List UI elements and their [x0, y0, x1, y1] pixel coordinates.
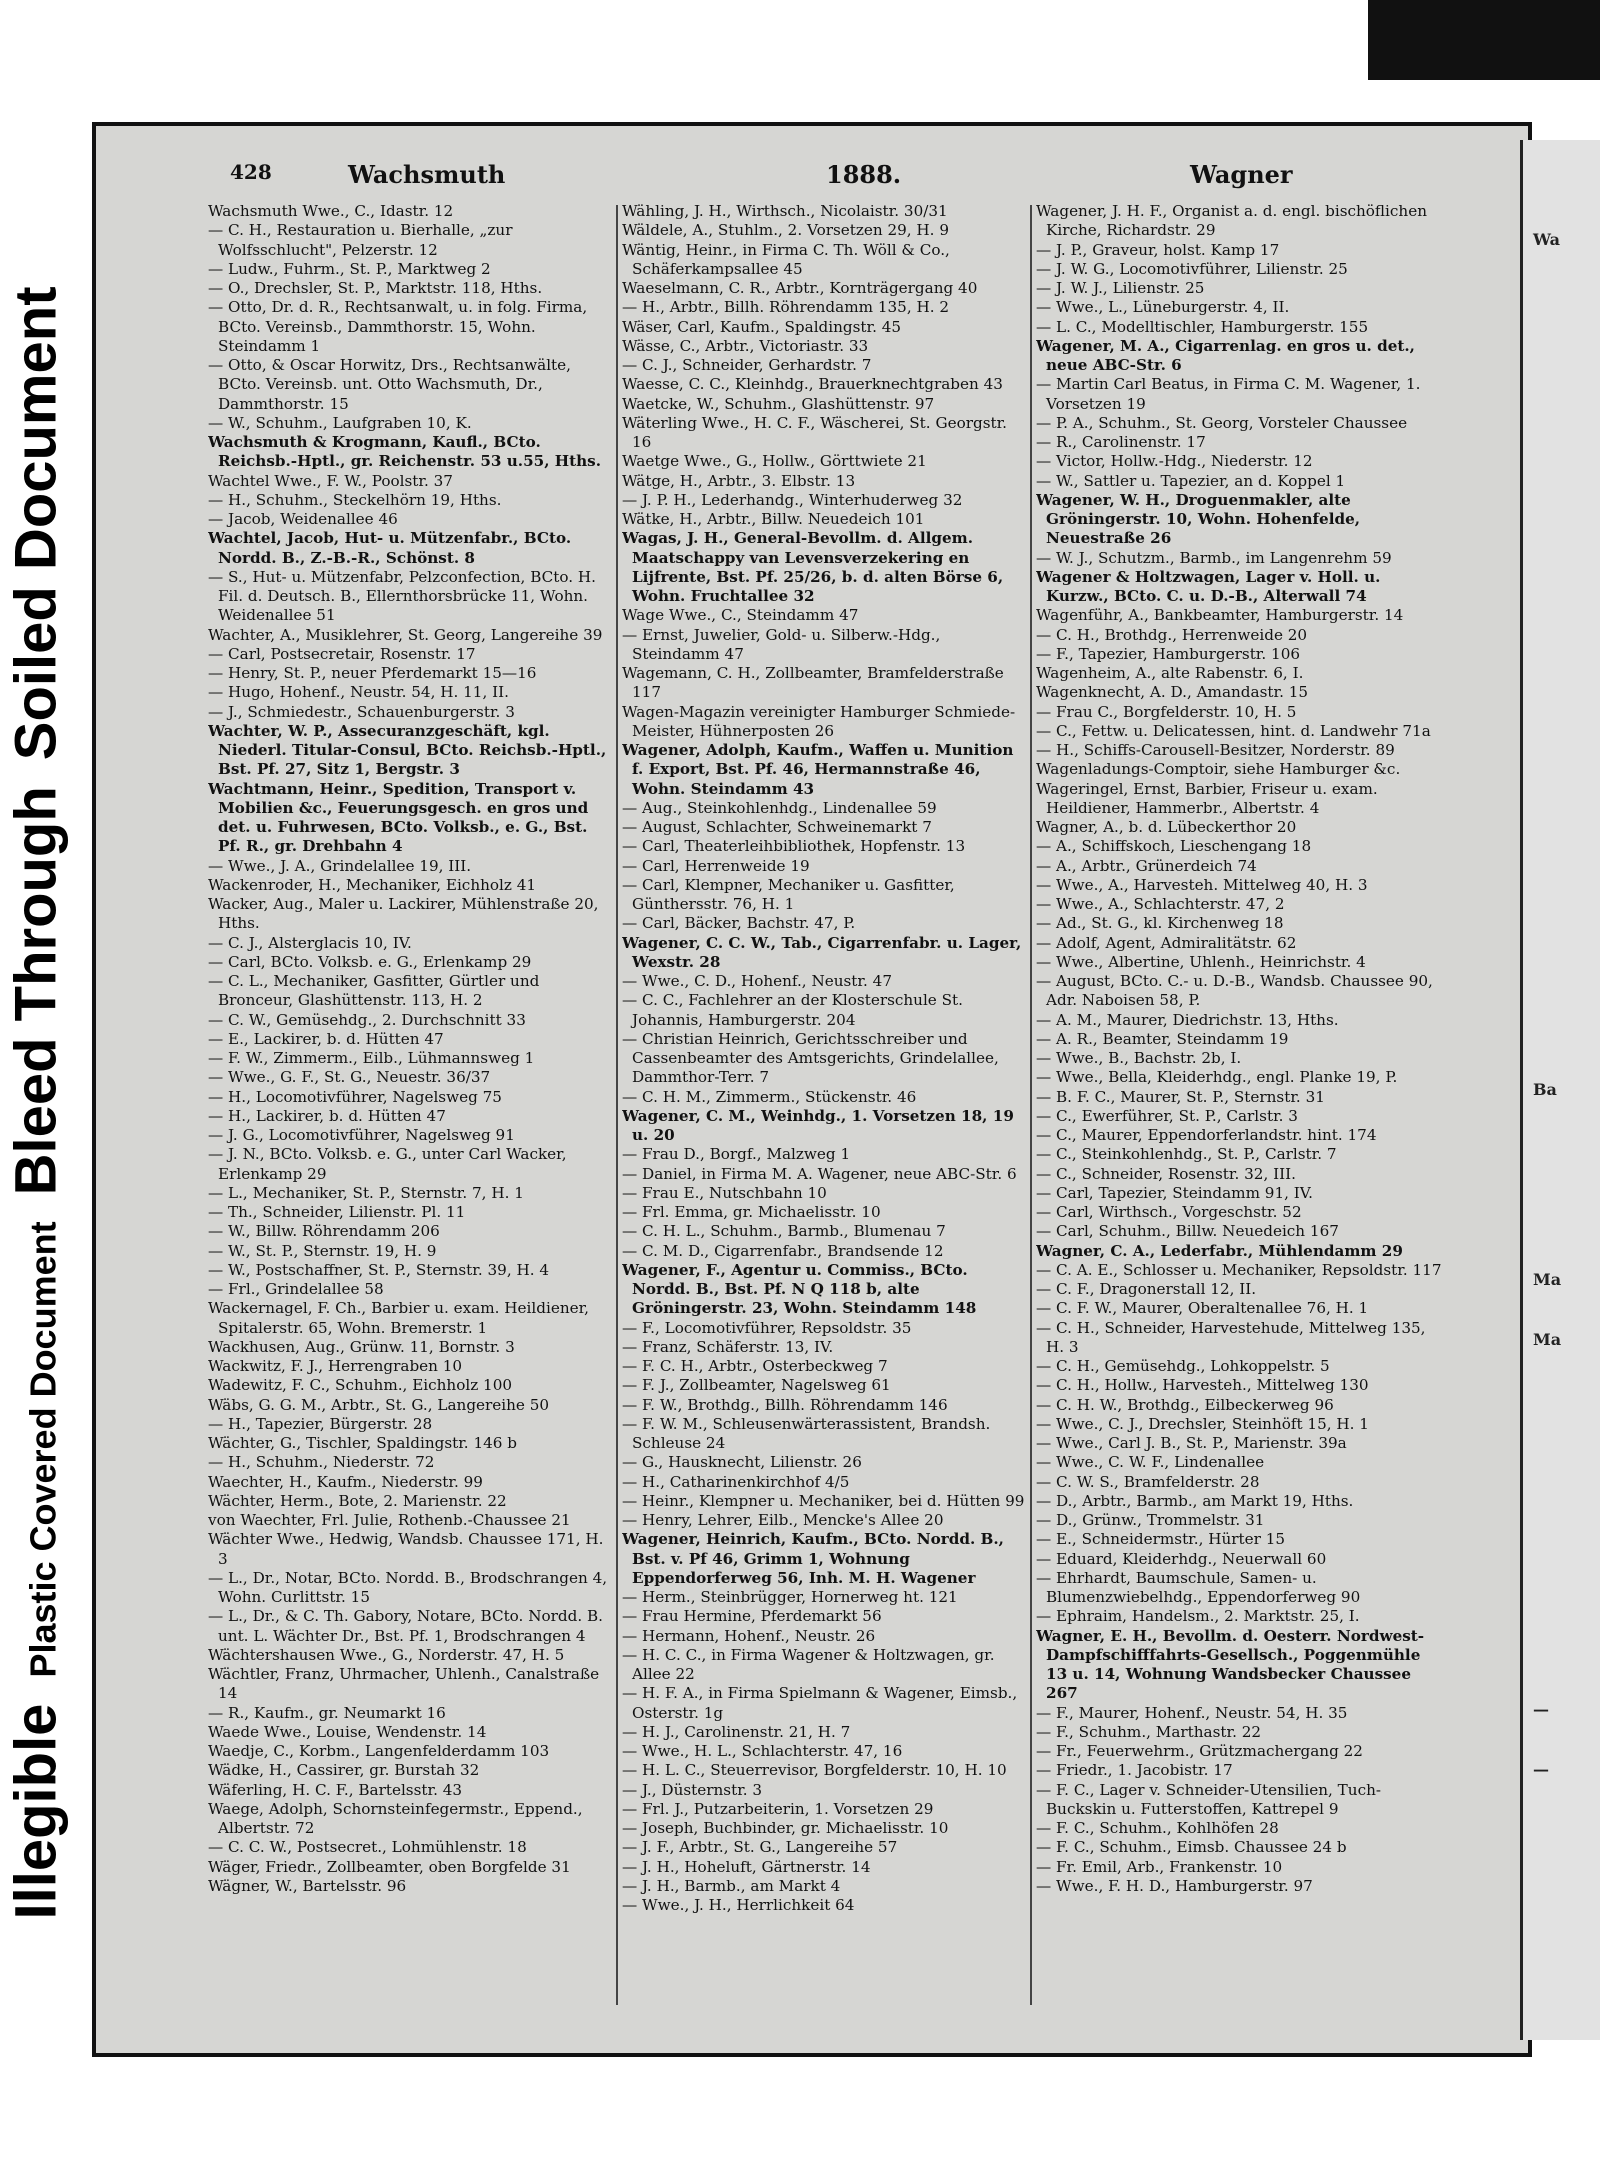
directory-entry: — J. H., Barmb., am Markt 4 [622, 1876, 841, 1895]
directory-entry: — Wwe., C. J., Drechsler, Steinhöft 15, H. 1 [1036, 1414, 1369, 1433]
directory-entry: — Frau Hermine, Pferdemarkt 56 [622, 1607, 882, 1626]
directory-entry: — H., Schiffs-Carousell-Besitzer, Norderstr. 89 [1036, 741, 1395, 759]
directory-entry: — Carl, Schuhm., Billw. Neuedeich 167 [1036, 1222, 1339, 1241]
directory-entry: Wagener, Heinrich, Kaufm., BCto. Nordd. B., Bst. v. Pf 46, Grimm 1, Wohnung Eppendorferweg 56, Inh. M. H. Wagener [622, 1530, 1004, 1587]
directory-entry: — F. W., Zimmerm., Eilb., Lühmannsweg 1 [208, 1049, 535, 1067]
directory-entry: — Wwe., B., Bachstr. 2b, I. [1036, 1049, 1242, 1067]
directory-entry: Wachsmuth Wwe., C., Idastr. 12 [208, 202, 454, 220]
directory-entry: Wächtershausen Wwe., G., Norderstr. 47, H. 5 [208, 1645, 565, 1664]
directory-entry: Wachter, A., Musiklehrer, St. Georg, Langereihe 39 [208, 625, 603, 644]
directory-entry: — August, BCto. C.- u. D.-B., Wandsb. Chaussee 90, Adr. Naboisen 58, P. [1036, 972, 1433, 1010]
directory-entry: Wässe, C., Arbtr., Victoriastr. 33 [622, 336, 869, 355]
directory-entry: — W., Postschaffner, St. P., Sternstr. 39, H. 4 [208, 1260, 550, 1279]
directory-entry: — Frl. Emma, gr. Michaelisstr. 10 [622, 1203, 881, 1221]
directory-entry: — Wwe., Bella, Kleiderhdg., engl. Planke 19, P. [1036, 1068, 1398, 1087]
directory-entry: — C. H., Schneider, Harvestehude, Mittelweg 135, H. 3 [1036, 1318, 1426, 1356]
directory-entry: — C. H. W., Brothdg., Eilbeckerweg 96 [1036, 1395, 1334, 1414]
directory-entry: — Th., Schneider, Lilienstr. Pl. 11 [208, 1203, 466, 1221]
directory-entry: — Wwe., Albertine, Uhlenh., Heinrichstr. 4 [1036, 952, 1366, 971]
directory-entry: — L., Dr., & C. Th. Gabory, Notare, BCto. Nordd. B. unt. L. Wächter Dr., Bst. Pf. 1, Brodschrangen 4 [208, 1607, 603, 1645]
year-heading: 1888. [826, 160, 902, 189]
directory-entry: — J. G., Locomotivführer, Nagelsweg 91 [208, 1126, 515, 1144]
directory-entry: — Wwe., J. A., Grindelallee 19, III. [208, 856, 472, 875]
directory-entry: — Frau E., Nutschbahn 10 [622, 1183, 827, 1202]
directory-entry: — C. J., Alsterglacis 10, IV. [208, 933, 412, 952]
directory-entry: — F., Maurer, Hohenf., Neustr. 54, H. 35 [1036, 1703, 1348, 1722]
directory-entry: Wagas, J. H., General-Bevollm. d. Allgem. Maatschappy van Levensverzekering en Lijfrente, Bst. Pf. 25/26, b. d. alten Börse 6, Wohn. Fruchtallee 32 [622, 529, 1004, 605]
directory-entry: — Wwe., J. H., Herrlichkeit 64 [622, 1896, 855, 1914]
directory-entry: — Wwe., Carl J. B., St. P., Marienstr. 39a [1036, 1434, 1347, 1452]
directory-entry: — J. F., Arbtr., St. G., Langereihe 57 [622, 1838, 898, 1857]
directory-entry: — J. N., BCto. Volksb. e. G., unter Carl Wacker, Erlenkamp 29 [208, 1145, 567, 1183]
directory-entry: — F., Tapezier, Hamburgerstr. 106 [1036, 644, 1301, 663]
directory-entry: — Hugo, Hohenf., Neustr. 54, H. 11, II. [208, 683, 509, 702]
directory-entry: — A. M., Maurer, Diedrichstr. 13, Hths. [1036, 1010, 1339, 1029]
dark-scan-corner [1368, 0, 1600, 80]
directory-entry: Wäbs, G. G. M., Arbtr., St. G., Langereihe 50 [208, 1395, 550, 1414]
directory-entry: — Otto, & Oscar Horwitz, Drs., Rechtsanwälte, BCto. Vereinsb. unt. Otto Wachsmuth, Dr., Dammthorstr. 15 [208, 356, 571, 413]
directory-entry: — C. M. D., Cigarrenfabr., Brandsende 12 [622, 1241, 944, 1260]
directory-entry: Wächtler, Franz, Uhrmacher, Uhlenh., Canalstraße 14 [208, 1665, 600, 1703]
directory-entry: Wagener, Adolph, Kaufm., Waffen u. Munition f. Export, Bst. Pf. 46, Hermannstraße 46, Wohn. Steindamm 43 [622, 741, 1014, 798]
directory-entry: — J. H., Hoheluft, Gärtnerstr. 14 [622, 1857, 871, 1876]
directory-entry: — B. F. C., Maurer, St. P., Sternstr. 31 [1036, 1087, 1325, 1106]
directory-entry: Wähling, J. H., Wirthsch., Nicolaistr. 30/31 [622, 202, 948, 220]
directory-entry: Wackernagel, F. Ch., Barbier u. exam. Heildiener, Spitalerstr. 65, Wohn. Bremerstr. 1 [208, 1299, 590, 1337]
directory-entry: Wächter, G., Tischler, Spaldingstr. 146 b [208, 1434, 518, 1452]
directory-entry: — C. F. W., Maurer, Oberaltenallee 76, H. 1 [1036, 1299, 1369, 1318]
directory-entry: — A., Arbtr., Grünerdeich 74 [1036, 856, 1257, 875]
directory-entry: — Frau C., Borgfelderstr. 10, H. 5 [1036, 702, 1297, 721]
directory-entry: Wäntig, Heinr., in Firma C. Th. Wöll & Co., Schäferkampsallee 45 [622, 240, 950, 278]
directory-entry: — L. C., Modelltischler, Hamburgerstr. 155 [1036, 317, 1369, 336]
directory-entry: Waetge Wwe., G., Hollw., Görttwiete 21 [622, 452, 927, 471]
label-bleed-through: Bleed Through [3, 786, 69, 1196]
directory-entry: — Ehrhardt, Baumschule, Samen- u. Blumenzwiebelhdg., Eppendorferweg 90 [1036, 1568, 1361, 1606]
directory-entry: — Adolf, Agent, Admiralitätstr. 62 [1036, 933, 1297, 952]
label-soiled-document: Soiled Document [3, 286, 69, 761]
directory-entry: — F. C., Schuhm., Eimsb. Chaussee 24 b [1036, 1838, 1347, 1857]
directory-entry: Waetcke, W., Schuhm., Glashüttenstr. 97 [622, 394, 935, 413]
directory-entry: — H., Lackirer, b. d. Hütten 47 [208, 1106, 446, 1125]
directory-entry: — Ad., St. G., kl. Kirchenweg 18 [1036, 914, 1284, 933]
directory-entry: — Carl, Tapezier, Steindamm 91, IV. [1036, 1183, 1313, 1202]
directory-entry: Wagner, A., b. d. Lübeckerthor 20 [1036, 818, 1297, 836]
directory-entry: — Friedr., 1. Jacobistr. 17 [1036, 1761, 1233, 1780]
label-plastic-covered: Plastic Covered Document [22, 1221, 64, 1678]
directory-entry: — Wwe., F. H. D., Hamburgerstr. 97 [1036, 1876, 1313, 1895]
directory-entry: — Heinr., Klempner u. Mechaniker, bei d. Hütten 99 [622, 1491, 1025, 1510]
directory-entry: — C. C. W., Postsecret., Lohmühlenstr. 18 [208, 1838, 527, 1857]
directory-entry: Waede Wwe., Louise, Wendenstr. 14 [208, 1722, 487, 1741]
condition-label [3, 260, 70, 1919]
next-page-edge [1520, 140, 1600, 2040]
directory-entry: — F. C., Schuhm., Kohlhöfen 28 [1036, 1819, 1279, 1837]
directory-entry: Wagner, E. H., Bevollm. d. Oesterr. Nordwest-Dampfschifffahrts-Gesellsch., Poggenmühle 13 u. 14, Wohnung Wandsbecker Chaussee 267 [1036, 1626, 1425, 1703]
directory-entry: Wachter, W. P., Assecuranzgeschäft, kgl. Niederl. Titular-Consul, BCto. Reichsb.-Hptl., Bst. Pf. 27, Sitz 1, Bergstr. 3 [208, 721, 607, 779]
directory-entry: Wagener, F., Agentur u. Commiss., BCto. Nordd. B., Bst. Pf. N Q 118 b, alte Gröningerstr. 23, Wohn. Steindamm 148 [622, 1260, 977, 1318]
directory-entry: Wagener & Holtzwagen, Lager v. Holl. u. Kurzw., BCto. C. u. D.-B., Alterwall 74 [1036, 567, 1381, 605]
directory-entry: Wäferling, H. C. F., Bartelsstr. 43 [208, 1780, 463, 1799]
directory-entry: Waedje, C., Korbm., Langenfelderdamm 103 [208, 1742, 550, 1760]
directory-entry: — Franz, Schäferstr. 13, IV. [622, 1337, 834, 1356]
directory-entry: Wagemann, C. H., Zollbeamter, Bramfelderstraße 117 [622, 664, 1004, 702]
directory-entry: — R., Kaufm., gr. Neumarkt 16 [208, 1703, 446, 1722]
directory-entry: Wägner, W., Bartelsstr. 96 [208, 1876, 407, 1895]
directory-entry: Wagner, C. A., Lederfabr., Mühlendamm 29 [1036, 1241, 1403, 1260]
directory-entry: — S., Hut- u. Mützenfabr, Pelzconfection, BCto. H. Fil. d. Deutsch. B., Ellernthorsbrücke 11, Wohn. Weidenallee 51 [208, 567, 596, 625]
directory-entry: Wagenladungs-Comptoir, siehe Hamburger &c. [1036, 760, 1401, 779]
directory-entry: — C. C., Fachlehrer an der Klosterschule St. Johannis, Hamburgerstr. 204 [622, 991, 963, 1029]
directory-entry: — H. J., Carolinenstr. 21, H. 7 [622, 1722, 851, 1741]
directory-entry: — C. W., Gemüsehdg., 2. Durchschnitt 33 [208, 1010, 526, 1029]
directory-entry: Wädke, H., Cassirer, gr. Burstah 32 [208, 1761, 480, 1780]
page-number: 428 [230, 160, 272, 184]
directory-entry: — J. W. J., Lilienstr. 25 [1036, 279, 1205, 297]
directory-entry: — Wwe., H. L., Schlachterstr. 47, 16 [622, 1742, 903, 1760]
directory-entry: — W. J., Schutzm., Barmb., im Langenrehm 59 [1036, 548, 1392, 567]
directory-entry: — Wwe., G. F., St. G., Neuestr. 36/37 [208, 1068, 491, 1087]
directory-entry: Waeselmann, C. R., Arbtr., Kornträgergang 40 [622, 279, 978, 297]
directory-entry: — C. J., Schneider, Gerhardstr. 7 [622, 356, 872, 374]
directory-entry: Wagenknecht, A. D., Amandastr. 15 [1036, 683, 1309, 702]
directory-entry: — C. W. S., Bramfelderstr. 28 [1036, 1472, 1260, 1491]
directory-entry: — F. C., Lager v. Schneider-Utensilien, Tuch-Buckskin u. Futterstoffen, Kattrepel 9 [1036, 1780, 1381, 1818]
directory-entry: Waesse, C. C., Kleinhdg., Brauerknechtgraben 43 [622, 375, 1003, 394]
directory-entry: — O., Drechsler, St. P., Marktstr. 118, Hths. [208, 279, 543, 297]
directory-entry: — A., Schiffskoch, Lieschengang 18 [1036, 837, 1312, 856]
edge-fragment: Ma [1533, 1270, 1562, 1289]
directory-entry: Wageringel, Ernst, Barbier, Friseur u. exam. Heildiener, Hammerbr., Albertstr. 4 [1036, 779, 1378, 817]
directory-entry: — Henry, St. P., neuer Pferdemarkt 15—16 [208, 664, 537, 682]
directory-entry: — P. A., Schuhm., St. Georg, Vorsteler Chaussee [1036, 413, 1408, 432]
directory-entry: — Aug., Steinkohlenhdg., Lindenallee 59 [622, 798, 937, 817]
directory-entry: — E., Lackirer, b. d. Hütten 47 [208, 1029, 444, 1048]
directory-entry: — F. C. H., Arbtr., Osterbeckweg 7 [622, 1357, 888, 1375]
directory-entry: Wäterling Wwe., H. C. F., Wäscherei, St. Georgstr. 16 [622, 413, 1008, 451]
directory-entry: — Ernst, Juwelier, Gold- u. Silberw.-Hdg., Steindamm 47 [622, 625, 941, 663]
directory-entry: Wagener, C. M., Weinhdg., 1. Vorsetzen 18, 19 u. 20 [622, 1106, 1014, 1144]
page-header [230, 160, 1350, 200]
left-running-head: Wachsmuth [348, 160, 506, 189]
directory-entry: Wachtel Wwe., F. W., Poolstr. 37 [208, 471, 453, 490]
directory-entry: — W., Schuhm., Laufgraben 10, K. [208, 413, 472, 432]
directory-entry: — D., Grünw., Trommelstr. 31 [1036, 1511, 1265, 1529]
directory-entry: — H. C. C., in Firma Wagener & Holtzwagen, gr. Allee 22 [622, 1645, 995, 1683]
directory-entry: — Wwe., C. W. F., Lindenallee [1036, 1453, 1265, 1472]
directory-entry: — H. L. C., Steuerrevisor, Borgfelderstr. 10, H. 10 [622, 1761, 1007, 1780]
directory-entry: — C. H. M., Zimmerm., Stückenstr. 46 [622, 1087, 917, 1106]
directory-entry: — J. W. G., Locomotivführer, Lilienstr. 25 [1036, 259, 1348, 278]
directory-entry: Wackenroder, H., Mechaniker, Eichholz 41 [208, 875, 537, 894]
directory-entry: Wächter Wwe., Hedwig, Wandsb. Chaussee 171, H. 3 [208, 1530, 604, 1568]
directory-entry: — F. W., Brothdg., Billh. Röhrendamm 146 [622, 1395, 948, 1414]
directory-entry: Wächter, Herm., Bote, 2. Marienstr. 22 [208, 1491, 507, 1510]
directory-entry: — Jacob, Weidenallee 46 [208, 510, 398, 528]
directory-entry: — C. H., Restauration u. Bierhalle, „zur Wolfsschlucht", Pelzerstr. 12 [208, 221, 513, 259]
directory-entry: — C. H., Brothdg., Herrenweide 20 [1036, 625, 1308, 644]
directory-entry: — Carl, Wirthsch., Vorgeschstr. 52 [1036, 1203, 1302, 1221]
directory-entry: — A. R., Beamter, Steindamm 19 [1036, 1029, 1289, 1048]
directory-entry: — H., Tapezier, Bürgerstr. 28 [208, 1414, 433, 1433]
directory-entry: — C. H., Hollw., Harvesteh., Mittelweg 130 [1036, 1376, 1369, 1395]
directory-entry: — Eduard, Kleiderhdg., Neuerwall 60 [1036, 1549, 1327, 1568]
directory-entry: — Daniel, in Firma M. A. Wagener, neue ABC-Str. 6 [622, 1164, 1017, 1183]
directory-entry: — Carl, Postsecretair, Rosenstr. 17 [208, 644, 476, 663]
directory-entry: — Martin Carl Beatus, in Firma C. M. Wagener, 1. Vorsetzen 19 [1036, 375, 1421, 413]
edge-fragment: — [1533, 1700, 1549, 1719]
edge-fragment: Wa [1533, 230, 1560, 249]
directory-entry: Wacker, Aug., Maler u. Lackirer, Mühlenstraße 20, Hths. [208, 895, 599, 933]
directory-entry: — H., Arbtr., Billh. Röhrendamm 135, H. 2 [622, 298, 950, 317]
directory-column-3 [1036, 202, 1444, 2022]
directory-entry: — Fr. Emil, Arb., Frankenstr. 10 [1036, 1857, 1283, 1876]
directory-entry: — E., Schneidermstr., Hürter 15 [1036, 1530, 1286, 1549]
directory-entry: Wagenheim, A., alte Rabenstr. 6, I. [1036, 664, 1304, 682]
directory-entry: — C. F., Dragonerstall 12, II. [1036, 1280, 1257, 1298]
directory-entry: — Frl., Grindelallee 58 [208, 1280, 384, 1298]
directory-entry: Wackwitz, F. J., Herrengraben 10 [208, 1357, 463, 1375]
directory-entry: Wachtel, Jacob, Hut- u. Mützenfabr., BCto. Nordd. B., Z.-B.-R., Schönst. 8 [208, 529, 572, 567]
directory-entry: — D., Arbtr., Barmb., am Markt 19, Hths. [1036, 1491, 1354, 1510]
directory-entry: — August, Schlachter, Schweinemarkt 7 [622, 818, 932, 836]
directory-entry: Waege, Adolph, Schornsteinfegermstr., Eppend., Albertstr. 72 [208, 1799, 583, 1837]
directory-entry: Wäser, Carl, Kaufm., Spaldingstr. 45 [622, 317, 902, 336]
directory-entry: — Christian Heinrich, Gerichtsschreiber und Cassenbeamter des Amtsgerichts, Grindelallee, Dammthor-Terr. 7 [622, 1029, 999, 1087]
directory-column-2 [622, 202, 1026, 2022]
directory-entry: Wackhusen, Aug., Grünw. 11, Bornstr. 3 [208, 1337, 515, 1356]
directory-entry: — Frl. J., Putzarbeiterin, 1. Vorsetzen 29 [622, 1799, 934, 1818]
directory-entry: Wadewitz, F. C., Schuhm., Eichholz 100 [208, 1376, 513, 1395]
directory-entry: — H., Schuhm., Steckelhörn 19, Hths. [208, 490, 502, 509]
directory-entry: — J., Düsternstr. 3 [622, 1780, 763, 1799]
directory-entry: Wätge, H., Arbtr., 3. Elbstr. 13 [622, 471, 856, 490]
directory-entry: — H., Catharinenkirchhof 4/5 [622, 1472, 850, 1491]
edge-fragment: Ma [1533, 1330, 1562, 1349]
directory-entry: Wachsmuth & Krogmann, Kaufl., BCto. Reichsb.-Hptl., gr. Reichenstr. 53 u.55, Hths. [208, 433, 602, 471]
directory-entry: — L., Dr., Notar, BCto. Nordd. B., Brodschrangen 4, Wohn. Curlittstr. 15 [208, 1568, 608, 1606]
label-illegible: Illegible [3, 1703, 69, 1920]
directory-entry: Wagener, C. C. W., Tab., Cigarrenfabr. u. Lager, Wexstr. 28 [622, 933, 1022, 971]
directory-entry: — Carl, Theaterleihbibliothek, Hopfenstr. 13 [622, 837, 966, 856]
directory-entry: Wäldele, A., Stuhlm., 2. Vorsetzen 29, H. 9 [622, 221, 949, 240]
directory-entry: — F., Schuhm., Marthastr. 22 [1036, 1722, 1262, 1741]
directory-entry: Wage Wwe., C., Steindamm 47 [622, 606, 859, 625]
directory-entry: — C., Fettw. u. Delicatessen, hint. d. Landwehr 71a [1036, 721, 1431, 740]
directory-entry: — Wwe., A., Schlachterstr. 47, 2 [1036, 895, 1285, 913]
directory-entry: — F. J., Zollbeamter, Nagelsweg 61 [622, 1376, 891, 1395]
edge-fragment: — [1533, 1760, 1549, 1779]
directory-entry: — C. A. E., Schlosser u. Mechaniker, Repsoldstr. 117 [1036, 1260, 1442, 1279]
directory-entry: — W., St. P., Sternstr. 19, H. 9 [208, 1241, 437, 1260]
directory-entry: — Carl, Bäcker, Bachstr. 47, P. [622, 914, 856, 933]
directory-entry: Wachtmann, Heinr., Spedition, Transport v. Mobilien &c., Feuerungsgesch. en gros und det. u. Fuhrwesen, BCto. Volksb., e. G., Bst. Pf. R., gr. Drehbahn 4 [208, 779, 589, 856]
directory-entry: — J., Schmiedestr., Schauenburgerstr. 3 [208, 702, 515, 721]
directory-entry: — H., Schuhm., Niederstr. 72 [208, 1453, 435, 1472]
directory-entry: — W., Sattler u. Tapezier, an d. Koppel 1 [1036, 471, 1346, 490]
directory-entry: — C., Ewerführer, St. P., Carlstr. 3 [1036, 1106, 1298, 1125]
column-rule [616, 205, 618, 2005]
directory-entry: — Carl, BCto. Volksb. e. G., Erlenkamp 29 [208, 952, 532, 971]
directory-entry: — Carl, Klempner, Mechaniker u. Gasfitter, Günthersstr. 76, H. 1 [622, 875, 955, 913]
directory-entry: — F. W. M., Schleusenwärterassistent, Brandsh. Schleuse 24 [622, 1414, 991, 1452]
directory-entry: — Victor, Hollw.-Hdg., Niederstr. 12 [1036, 452, 1313, 471]
directory-entry: — Frau D., Borgf., Malzweg 1 [622, 1145, 851, 1164]
directory-entry: Wagener, W. H., Droguenmakler, alte Gröningerstr. 10, Wohn. Hohenfelde, Neuestraße 26 [1036, 490, 1361, 548]
directory-entry: — W., Billw. Röhrendamm 206 [208, 1222, 440, 1241]
directory-entry: — C., Maurer, Eppendorferlandstr. hint. 174 [1036, 1126, 1377, 1144]
directory-entry: — L., Mechaniker, St. P., Sternstr. 7, H. 1 [208, 1183, 524, 1202]
directory-entry: Wätke, H., Arbtr., Billw. Neuedeich 101 [622, 510, 925, 528]
directory-entry: — Ludw., Fuhrm., St. P., Marktweg 2 [208, 259, 491, 278]
directory-entry: — C., Schneider, Rosenstr. 32, III. [1036, 1164, 1296, 1183]
column-rule [1030, 205, 1032, 2005]
directory-entry: — R., Carolinenstr. 17 [1036, 433, 1206, 451]
directory-entry: — Hermann, Hohenf., Neustr. 26 [622, 1626, 876, 1645]
directory-entry: — C. H. L., Schuhm., Barmb., Blumenau 7 [622, 1222, 946, 1241]
directory-entry: — Fr., Feuerwehrm., Grützmachergang 22 [1036, 1742, 1363, 1760]
directory-entry: — Ephraim, Handelsm., 2. Marktstr. 25, I. [1036, 1607, 1360, 1626]
condition-label-strip [0, 0, 72, 2177]
directory-entry: — Otto, Dr. d. R., Rechtsanwalt, u. in folg. Firma, BCto. Vereinsb., Dammthorstr. 15, Wohn. Steindamm 1 [208, 298, 588, 355]
directory-entry: — J. P., Graveur, holst. Kamp 17 [1036, 240, 1280, 259]
directory-entry: Wagenführ, A., Bankbeamter, Hamburgerstr. 14 [1036, 606, 1404, 625]
directory-entry: — J. P. H., Lederhandg., Winterhuderweg 32 [622, 490, 963, 509]
directory-entry: Wagener, M. A., Cigarrenlag. en gros u. det., neue ABC-Str. 6 [1036, 336, 1415, 374]
right-running-head: Wagner [1190, 160, 1293, 189]
directory-entry: — H. F. A., in Firma Spielmann & Wagener, Eimsb., Osterstr. 1g [622, 1684, 1018, 1722]
directory-entry: — Wwe., L., Lüneburgerstr. 4, II. [1036, 298, 1290, 317]
directory-entry: Waechter, H., Kaufm., Niederstr. 99 [208, 1472, 483, 1491]
directory-entry: Wagener, J. H. F., Organist a. d. engl. bischöflichen Kirche, Richardstr. 29 [1036, 202, 1427, 240]
directory-entry: — Carl, Herrenweide 19 [622, 856, 810, 875]
directory-entry: — F., Locomotivführer, Repsoldstr. 35 [622, 1318, 912, 1337]
directory-entry: — Joseph, Buchbinder, gr. Michaelisstr. 10 [622, 1819, 949, 1837]
directory-entry: von Waechter, Frl. Julie, Rothenb.-Chaussee 21 [208, 1511, 571, 1529]
directory-entry: — Herm., Steinbrügger, Hornerweg ht. 121 [622, 1588, 958, 1606]
directory-column-1 [208, 202, 610, 2022]
directory-entry: Wäger, Friedr., Zollbeamter, oben Borgfelde 31 [208, 1857, 571, 1876]
directory-entry: — C. H., Gemüsehdg., Lohkoppelstr. 5 [1036, 1357, 1330, 1375]
directory-entry: Wagen-Magazin vereinigter Hamburger Schmiede-Meister, Hühnerposten 26 [622, 702, 1016, 740]
directory-entry: — G., Hausknecht, Lilienstr. 26 [622, 1453, 862, 1472]
directory-entry: — C., Steinkohlenhdg., St. P., Carlstr. 7 [1036, 1145, 1337, 1164]
directory-entry: — Wwe., A., Harvesteh. Mittelweg 40, H. 3 [1036, 875, 1368, 894]
directory-entry: — H., Locomotivführer, Nagelsweg 75 [208, 1087, 502, 1106]
directory-entry: — C. L., Mechaniker, Gasfitter, Gürtler und Bronceur, Glashüttenstr. 113, H. 2 [208, 972, 540, 1010]
directory-entry: — Wwe., C. D., Hohenf., Neustr. 47 [622, 972, 892, 990]
directory-entry: — Henry, Lehrer, Eilb., Mencke's Allee 20 [622, 1511, 944, 1529]
edge-fragment: Ba [1533, 1080, 1557, 1099]
